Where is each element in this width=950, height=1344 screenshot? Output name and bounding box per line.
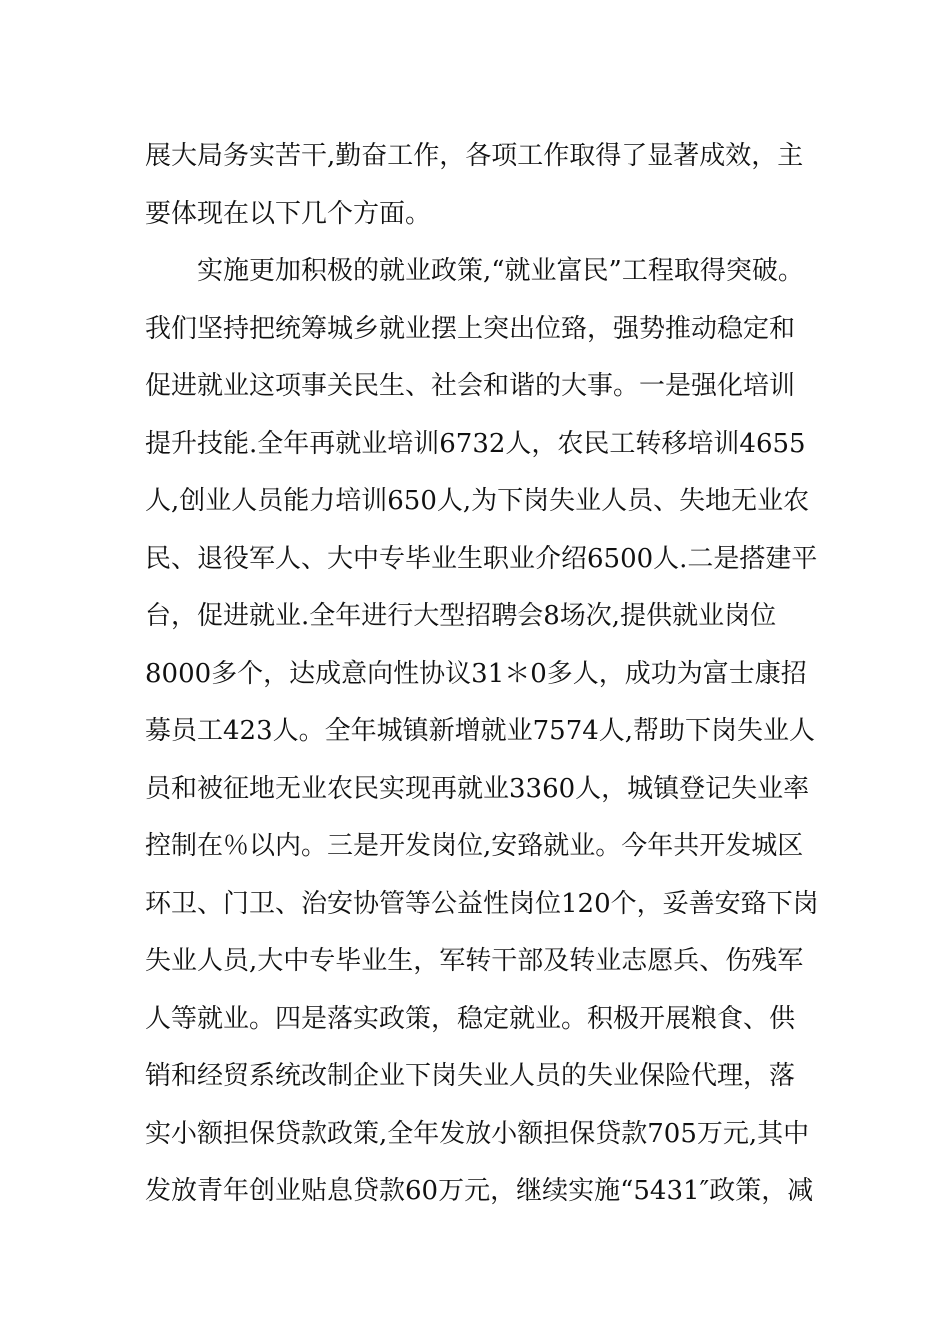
text-line: 失业人员,大中专毕业生，军转干部及转业志愿兵、伤残军 xyxy=(145,946,804,976)
text-line: 提升技能.全年再就业培训6732人，农民工转移培训4655 xyxy=(145,428,806,459)
text-line: 人等就业。四是落实政策，稳定就业。积极开展粮食、供 xyxy=(145,1003,796,1034)
text-line: 民、退役军人、大中专毕业生职业介绍6500人.二是搭建平 xyxy=(145,543,818,574)
text-line: 环卫、门卫、治安协管等公益性岗位120个，妥善安臵下岗 xyxy=(145,888,819,919)
text-line: 展大局务实苦干,勤奋工作，各项工作取得了显著成效，主 xyxy=(145,141,804,171)
text-line: 募员工423人。全年城镇新增就业7574人,帮助下岗失业人 xyxy=(145,716,816,746)
text-line: 人,创业人员能力培训650人,为下岗失业人员、失地无业农 xyxy=(145,486,810,516)
text-line: 销和经贸系统改制企业下岗失业人员的失业保险代理，落 xyxy=(145,1061,796,1091)
text-line: 要体现在以下几个方面。 xyxy=(145,198,432,229)
body-text xyxy=(145,128,825,1221)
text-line: 促进就业这项事关民生、社会和谐的大事。一是强化培训 xyxy=(145,371,796,401)
text-line: 台，促进就业.全年进行大型招聘会8场次,提供就业岗位 xyxy=(145,601,777,631)
text-line: 我们坚持把统筹城乡就业摆上突出位臵，强势推动稳定和 xyxy=(145,313,796,344)
paragraph-first-line: 实施更加积极的就业政策,“就业富民”工程取得突破。 xyxy=(197,256,804,286)
text-line: 发放青年创业贴息贷款60万元，继续实施“5431″政策，减 xyxy=(145,1176,814,1206)
text-line: 控制在％以内。三是开发岗位,安臵就业。今年共开发城区 xyxy=(145,831,804,861)
text-line: 员和被征地无业农民实现再就业3360人，城镇登记失业率 xyxy=(145,773,810,804)
text-line: 8000多个，达成意向性协议31＊0多人，成功为富士康招 xyxy=(145,658,807,689)
text-line: 实小额担保贷款政策,全年发放小额担保贷款705万元,其中 xyxy=(145,1118,810,1149)
